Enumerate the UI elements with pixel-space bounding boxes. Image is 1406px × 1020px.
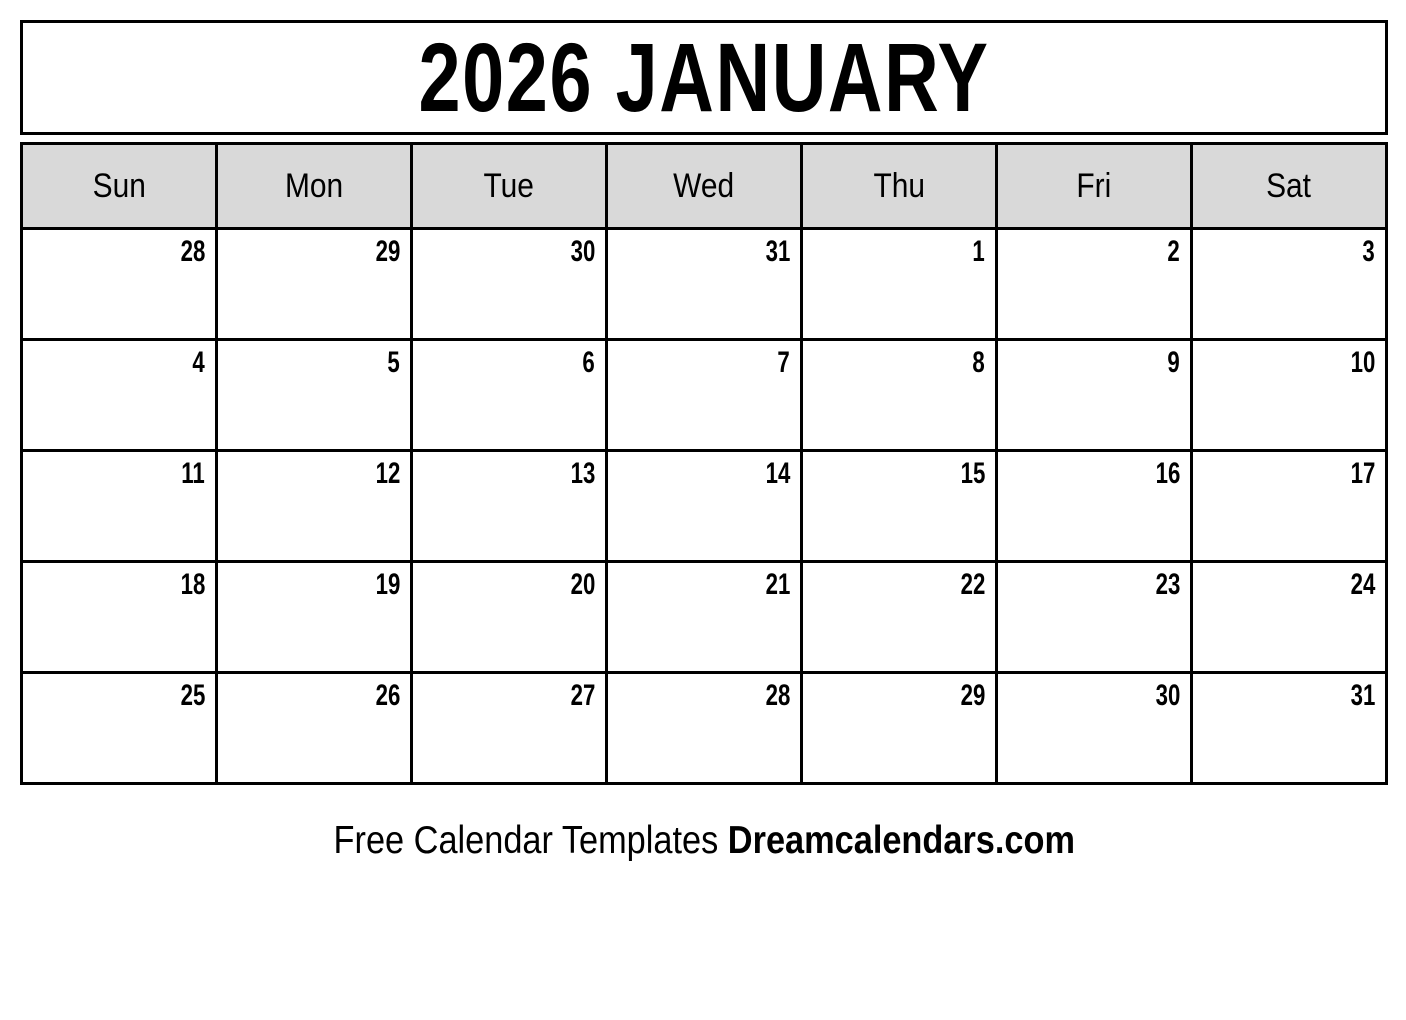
week-row [22,562,1387,673]
date-cell [802,340,997,451]
date-cell [412,673,607,784]
date-number: 31 [765,235,790,268]
date-number: 23 [1155,568,1180,601]
date-cell [802,562,997,673]
date-number: 6 [582,346,595,379]
day-header-label: Fri [1076,166,1112,205]
date-number: 3 [1362,235,1375,268]
date-cell [607,229,802,340]
date-number: 15 [960,457,985,490]
date-cell [997,673,1192,784]
calendar-header [22,144,1387,229]
day-header-row [22,144,1387,229]
date-cell [1192,229,1387,340]
date-cell [217,229,412,340]
page-title: 2026 JANUARY [418,23,990,132]
day-header-label: Sat [1266,166,1312,205]
date-number: 20 [570,568,595,601]
day-header-sun [22,144,217,229]
date-cell [607,562,802,673]
footer [20,818,1388,865]
calendar-grid [20,142,1388,785]
date-number: 24 [1350,568,1375,601]
date-number: 1 [972,235,985,268]
date-number: 28 [180,235,205,268]
date-number: 18 [180,568,205,601]
date-number: 25 [180,679,205,712]
date-number: 30 [570,235,595,268]
date-cell [997,451,1192,562]
date-cell [412,229,607,340]
date-number: 29 [960,679,985,712]
day-header-fri [997,144,1192,229]
date-number: 7 [777,346,790,379]
week-row [22,340,1387,451]
week-row [22,229,1387,340]
date-cell [1192,451,1387,562]
date-cell [997,562,1192,673]
date-cell [217,340,412,451]
date-number: 17 [1350,457,1375,490]
date-cell [22,562,217,673]
date-cell [22,673,217,784]
date-cell [607,673,802,784]
date-cell [802,229,997,340]
day-header-label: Sun [92,166,146,205]
day-header-label: Thu [873,166,925,205]
date-number: 31 [1350,679,1375,712]
date-cell [607,340,802,451]
day-header-label: Mon [284,166,344,205]
date-cell [22,340,217,451]
day-header-tue [412,144,607,229]
date-cell [802,673,997,784]
week-row [22,673,1387,784]
footer-tagline: Free Calendar Templates [333,819,728,862]
date-number: 22 [960,568,985,601]
date-cell [607,451,802,562]
week-row [22,451,1387,562]
date-cell [1192,340,1387,451]
date-number: 13 [570,457,595,490]
date-number: 12 [375,457,400,490]
date-number: 2 [1167,235,1180,268]
date-cell [997,340,1192,451]
date-cell [1192,562,1387,673]
day-header-thu [802,144,997,229]
date-number: 26 [375,679,400,712]
footer-text [333,818,1074,865]
date-number: 4 [192,346,205,379]
date-number: 16 [1155,457,1180,490]
day-header-wed [607,144,802,229]
date-cell [997,229,1192,340]
date-cell [217,673,412,784]
day-header-mon [217,144,412,229]
date-number: 21 [765,568,790,601]
date-cell [412,451,607,562]
date-cell [802,451,997,562]
date-number: 19 [375,568,400,601]
date-number: 8 [972,346,985,379]
day-header-label: Wed [673,166,735,205]
date-cell [412,340,607,451]
date-number: 30 [1155,679,1180,712]
date-number: 27 [570,679,595,712]
date-number: 10 [1350,346,1375,379]
calendar-body [22,229,1387,784]
date-cell [217,451,412,562]
date-cell [1192,673,1387,784]
footer-site-name: Dreamcalendars.com [727,819,1075,862]
date-cell [217,562,412,673]
date-number: 14 [765,457,790,490]
date-cell [22,229,217,340]
date-cell [22,451,217,562]
date-cell [412,562,607,673]
date-number: 9 [1167,346,1180,379]
day-header-label: Tue [483,166,535,205]
date-number: 11 [181,457,205,490]
date-number: 28 [765,679,790,712]
day-header-sat [1192,144,1387,229]
date-number: 29 [375,235,400,268]
date-number: 5 [387,346,400,379]
title-box [20,20,1388,135]
